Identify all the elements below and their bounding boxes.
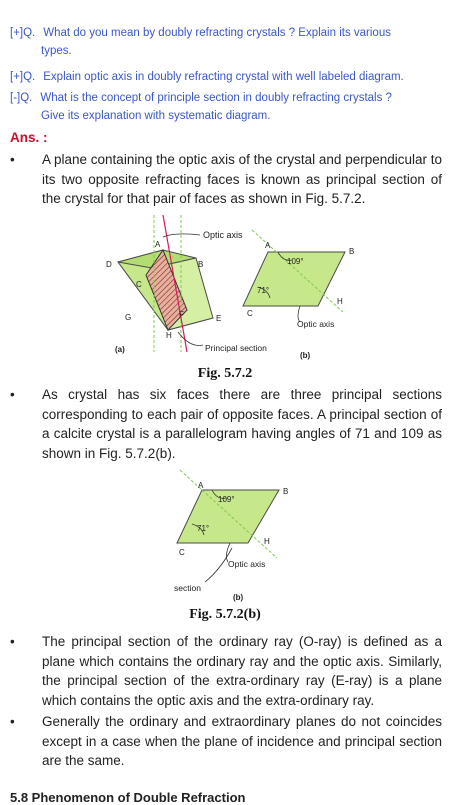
angle-label-109: 109° xyxy=(287,257,304,266)
bullet-marker: • xyxy=(10,714,15,729)
question-text-cont: Give its explanation with systematic diagram. xyxy=(41,110,271,122)
vertex-label-c-b: C xyxy=(247,309,253,318)
vertex-label-c-b2: C xyxy=(179,548,185,557)
vertex-label-h-b2: H xyxy=(264,537,270,546)
question-toggle[interactable]: [+]Q. xyxy=(10,27,36,39)
vertex-label-d: D xyxy=(106,260,112,269)
next-section-heading: 5.8 Phenomenon of Double Refraction xyxy=(10,790,246,805)
figure-caption-2: Fig. 5.7.2(b) xyxy=(189,607,261,622)
answer-label: Ans. : xyxy=(10,130,48,145)
vertex-label-g: G xyxy=(125,313,132,322)
optic-axis-b2-label: Optic axis xyxy=(228,559,266,569)
panel-a-label: (a) xyxy=(115,345,125,354)
angle-label-71: 71° xyxy=(257,286,270,295)
paragraph-2: As crystal has six faces there are three principal sections corresponding to each pair of opposite faces. A principal section of a calcite crystal is a parallelogram having angles of 71 and 109 as shown in Fig. 5.7.2(b). xyxy=(42,387,442,461)
question-toggle[interactable]: [+]Q. xyxy=(10,71,36,83)
vertex-label-h-b: H xyxy=(337,297,343,306)
paragraph-1: A plane containing the optic axis of the crystal and perpendicular to its two opposite refracting faces is known as principal section of the crystal for that pair of faces as shown in Fig. 5.7.2. xyxy=(42,152,443,206)
bullet-marker: • xyxy=(10,152,15,167)
vertex-label-a-b2: A xyxy=(198,481,204,490)
principal-section-label: Principal section xyxy=(205,343,267,353)
optic-axis-b-label: Optic axis xyxy=(297,319,335,329)
vertex-label-b: B xyxy=(198,260,204,269)
vertex-label-e: E xyxy=(216,314,222,323)
question-text: Explain optic axis in doubly refracting crystal with well labeled diagram. xyxy=(43,71,404,83)
paragraph-4: Generally the ordinary and extraordinary planes do not coincides except in a case when the plane of incidence and principal section are the same. xyxy=(42,714,442,768)
vertex-label-b-b: B xyxy=(349,247,355,256)
optic-axis-label: Optic axis xyxy=(203,230,243,240)
angle-label-109-b2: 109° xyxy=(218,495,235,504)
vertex-label-b-b2: B xyxy=(283,487,289,496)
figure-caption-1: Fig. 5.7.2 xyxy=(197,366,253,381)
bullet-marker: • xyxy=(10,387,15,402)
bullet-marker: • xyxy=(10,634,15,649)
vertex-label-a: A xyxy=(155,240,161,249)
section-label: section xyxy=(174,583,201,593)
question-text-cont: types. xyxy=(41,45,72,57)
question-toggle[interactable]: [-]Q. xyxy=(10,92,33,104)
vertex-label-h: H xyxy=(166,331,172,340)
angle-label-71-b2: 71° xyxy=(197,524,210,533)
question-text: What is the concept of principle section in doubly refracting crystals ? xyxy=(40,92,392,104)
vertex-label-a-b: A xyxy=(265,241,271,250)
panel-b-label: (b) xyxy=(300,351,311,360)
question-text: What do you mean by doubly refracting crystals ? Explain its various xyxy=(43,27,391,39)
vertex-label-c: C xyxy=(136,280,142,289)
panel-b2-label: (b) xyxy=(233,593,244,602)
vertex-label-f: F xyxy=(179,310,184,319)
paragraph-3: The principal section of the ordinary ray (O-ray) is defined as a plane which contains the ordinary ray and the optic axis. Similarly, the principal section of the extra-ordinary ray (E-ray) is a plane which contains the optic axis and the extra-ordinary ray. xyxy=(42,634,442,708)
